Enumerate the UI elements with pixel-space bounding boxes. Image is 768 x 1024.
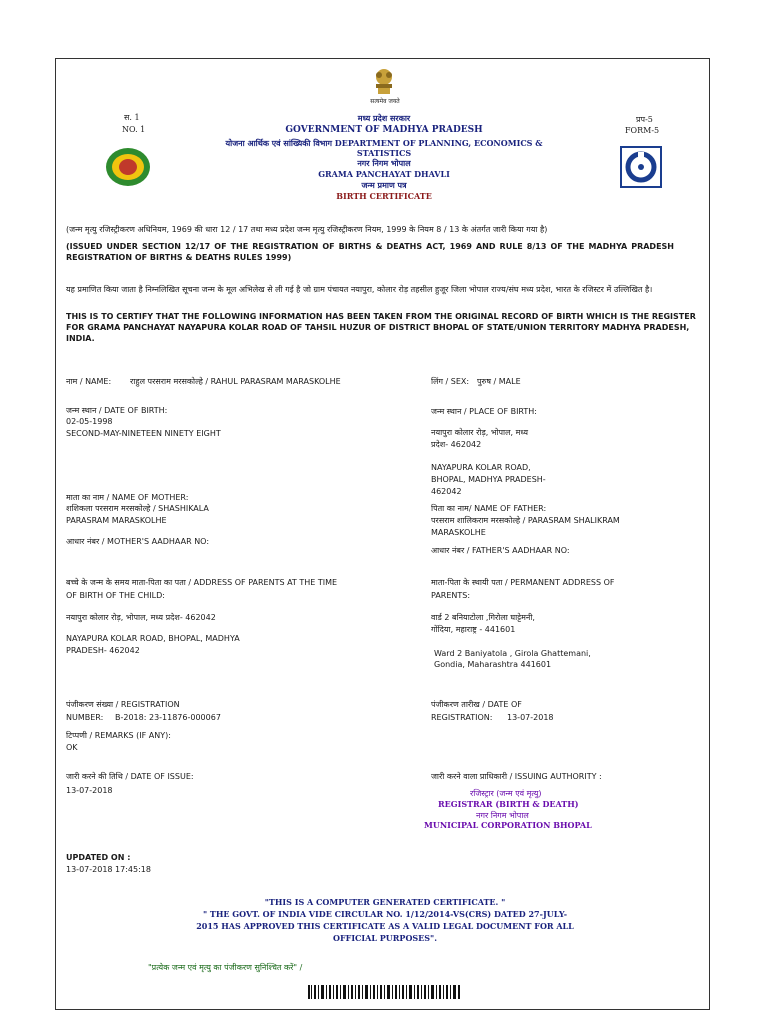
footer-line-4: OFFICIAL PURPOSES". [332,933,438,943]
pob-en-1: NAYAPURA KOLAR ROAD, [431,463,531,472]
dob-value: 02-05-1998 [66,417,113,426]
barcode-icon [308,984,460,998]
state-hi: मध्य प्रदेश सरकार [357,114,411,123]
body-hi: नगर निगम भोपाल [357,159,411,168]
mother-value-2: PARASRAM MARASKOLHE [66,516,167,525]
reg-date-value: 13-07-2018 [507,713,554,722]
dept-line-1: योजना आर्थिक एवं सांख्यिकी विभाग DEPARTMENT OF PLANNING, ECONOMICS & [225,138,543,148]
mother-label: माता का नाम / NAME OF MOTHER: [66,493,189,502]
father-aadhaar-label: आधार नंबर / FATHER'S AADHAAR NO: [431,546,570,555]
mother-value-1: शशिकला परसराम मरसकोल्हे / SHASHIKALA [66,504,209,513]
updated-value: 13-07-2018 17:45:18 [66,865,151,874]
motto: सत्यमेव जयते [370,98,400,105]
mother-aadhaar-label: आधार नंबर / MOTHER'S AADHAAR NO: [66,537,210,546]
name-label: नाम / NAME: [66,377,112,386]
permanent-address-label-1: माता-पिता के स्थायी पता / PERMANENT ADDRESS OF [431,578,615,587]
authority-en-2: MUNICIPAL CORPORATION BHOPAL [424,820,592,830]
footer-line-1: "THIS IS A COMPUTER GENERATED CERTIFICATE. " [264,897,506,907]
intro-en: (ISSUED UNDER SECTION 12/17 OF THE REGISTRATION OF BIRTHS & DEATHS ACT, 1969 AND RULE 8/13 OF THE MADHYA PRADESH REGISTRATION OF BIRTHS & DEATHS RULES 1999) [66,242,674,262]
issuing-authority-label: जारी करने वाला प्राधिकारी / ISSUING AUTHORITY : [431,772,602,781]
sex-value: पुरुष / MALE [477,377,521,386]
panchayat-seal-icon [104,146,152,188]
reg-date-label-2: REGISTRATION: [431,713,493,722]
crs-logo-icon [620,146,662,188]
issue-date-value: 13-07-2018 [66,786,113,795]
intro-hi: (जन्म मृत्यु रजिस्ट्रीकरण अधिनियम, 1969 की धारा 12 / 17 तथा मध्य प्रदेश जन्म मृत्यु रजिस्ट्रीकरण नियम, 1999 के नियम 8 / 13 के अंतर्गत जारी किया गया है) [66,225,548,234]
authority-hi-2: नगर निगम भोपाल [476,811,529,820]
footer-slogan: "प्रत्येक जन्म एवं मृत्यु का पंजीकरण सुनिश्चित करें" / [148,963,303,972]
parents-address-hi: नयापुरा कोलार रोड़, भोपाल, मध्य प्रदेश- 462042 [66,613,216,622]
title-en: BIRTH CERTIFICATE [336,191,432,201]
reg-number-label-1: पंजीकरण संख्या / REGISTRATION [66,700,180,709]
dob-words: SECOND-MAY-NINETEEN NINETY EIGHT [66,429,221,438]
state-en: GOVERNMENT OF MADHYA PRADESH [285,125,483,135]
permanent-address-hi-1: वार्ड 2 बनियाटोला ,गिरोला घाट्टेमनी, [431,613,535,622]
issue-date-label: जारी करने की तिथि / DATE OF ISSUE: [66,772,194,781]
parents-address-label-2: OF BIRTH OF THE CHILD: [66,591,165,600]
authority-en-1: REGISTRAR (BIRTH & DEATH) [438,799,579,809]
sex-label: लिंग / SEX: [431,377,470,386]
national-emblem-icon [370,68,398,98]
parents-address-label-1: बच्चे के जन्म के समय माता-पिता का पता / ADDRESS OF PARENTS AT THE TIME [66,578,338,587]
permanent-address-en-1: Ward 2 Baniyatola , Girola Ghattemani, [434,649,591,658]
form-en: FORM-5 [625,126,660,135]
authority-hi-1: रजिस्ट्रार (जन्म एवं मृत्यु) [470,789,542,798]
footer-line-2: " THE GOVT. OF INDIA VIDE CIRCULAR NO. 1/12/2014-VS(CRS) DATED 27-JULY- [202,909,568,919]
no-hi: स. 1 [124,113,140,122]
parents-address-en-1: NAYAPURA KOLAR ROAD, BHOPAL, MADHYA [66,634,240,643]
certify-en: THIS IS TO CERTIFY THAT THE FOLLOWING INFORMATION HAS BEEN TAKEN FROM THE ORIGINAL RECORD OF BIRTH WHICH IS THE REGISTER FOR GRAMA PANCHAYAT NAYAPURA KOLAR ROAD OF TAHSIL HUZUR OF DISTRICT BHOPAL OF STATE/UNION TERRITORY MADHYA PRADESH, INDIA. [66,312,696,343]
pob-hi-1: नयापुरा कोलार रोड़, भोपाल, मध्य [431,428,529,437]
father-label: पिता का नाम/ NAME OF FATHER: [431,504,547,513]
pob-en-2: BHOPAL, MADHYA PRADESH- [431,475,546,484]
reg-date-label-1: पंजीकरण तारीख / DATE OF [431,700,522,709]
dept-line-2: STATISTICS [356,148,412,158]
permanent-address-label-2: PARENTS: [431,591,471,600]
name-value: राहुल परसराम मरसकोल्हे / RAHUL PARASRAM MARASKOLHE [130,377,341,386]
title-hi: जन्म प्रमाण पत्र [361,181,407,190]
parents-address-en-2: PRADESH- 462042 [66,646,140,655]
pob-label: जन्म स्थान / PLACE OF BIRTH: [431,407,538,416]
remarks-label: टिप्पणी / REMARKS (IF ANY): [66,731,171,740]
reg-number-value: B-2018: 23-11876-000067 [115,713,221,722]
footer-line-3: 2015 HAS APPROVED THIS CERTIFICATE AS A VALID LEGAL DOCUMENT FOR ALL [196,921,574,931]
body-en: GRAMA PANCHAYAT DHAVLI [318,169,450,179]
reg-number-label-2: NUMBER: [66,713,104,722]
permanent-address-en-2: Gondia, Maharashtra 441601 [434,660,552,669]
father-value-2: MARASKOLHE [431,528,486,537]
permanent-address-hi-2: गोंदिया, महाराष्ट्र - 441601 [431,625,516,634]
pob-hi-2: प्रदेश- 462042 [431,440,482,449]
updated-label: UPDATED ON : [66,853,131,862]
form-hi: प्रप-5 [636,115,653,124]
certify-hi: यह प्रमाणित किया जाता है निम्नलिखित सूचना जन्म के मूल अभिलेख से ली गई है जो ग्राम पंचायत नयापुरा, कोलार रोड़ तहसील हुजूर जिला भोपाल राज्य/संघ मध्य प्रदेश, भारत के रजिस्टर में उल्लिखित है। [66,285,653,294]
dob-label: जन्म स्थान / DATE OF BIRTH: [66,406,168,415]
remarks-value: OK [66,743,78,752]
no-en: NO. 1 [122,125,146,134]
father-value-1: परसराम शालिकराम मरसकोल्हे / PARASRAM SHALIKRAM [431,516,620,525]
pob-en-3: 462042 [431,487,462,496]
